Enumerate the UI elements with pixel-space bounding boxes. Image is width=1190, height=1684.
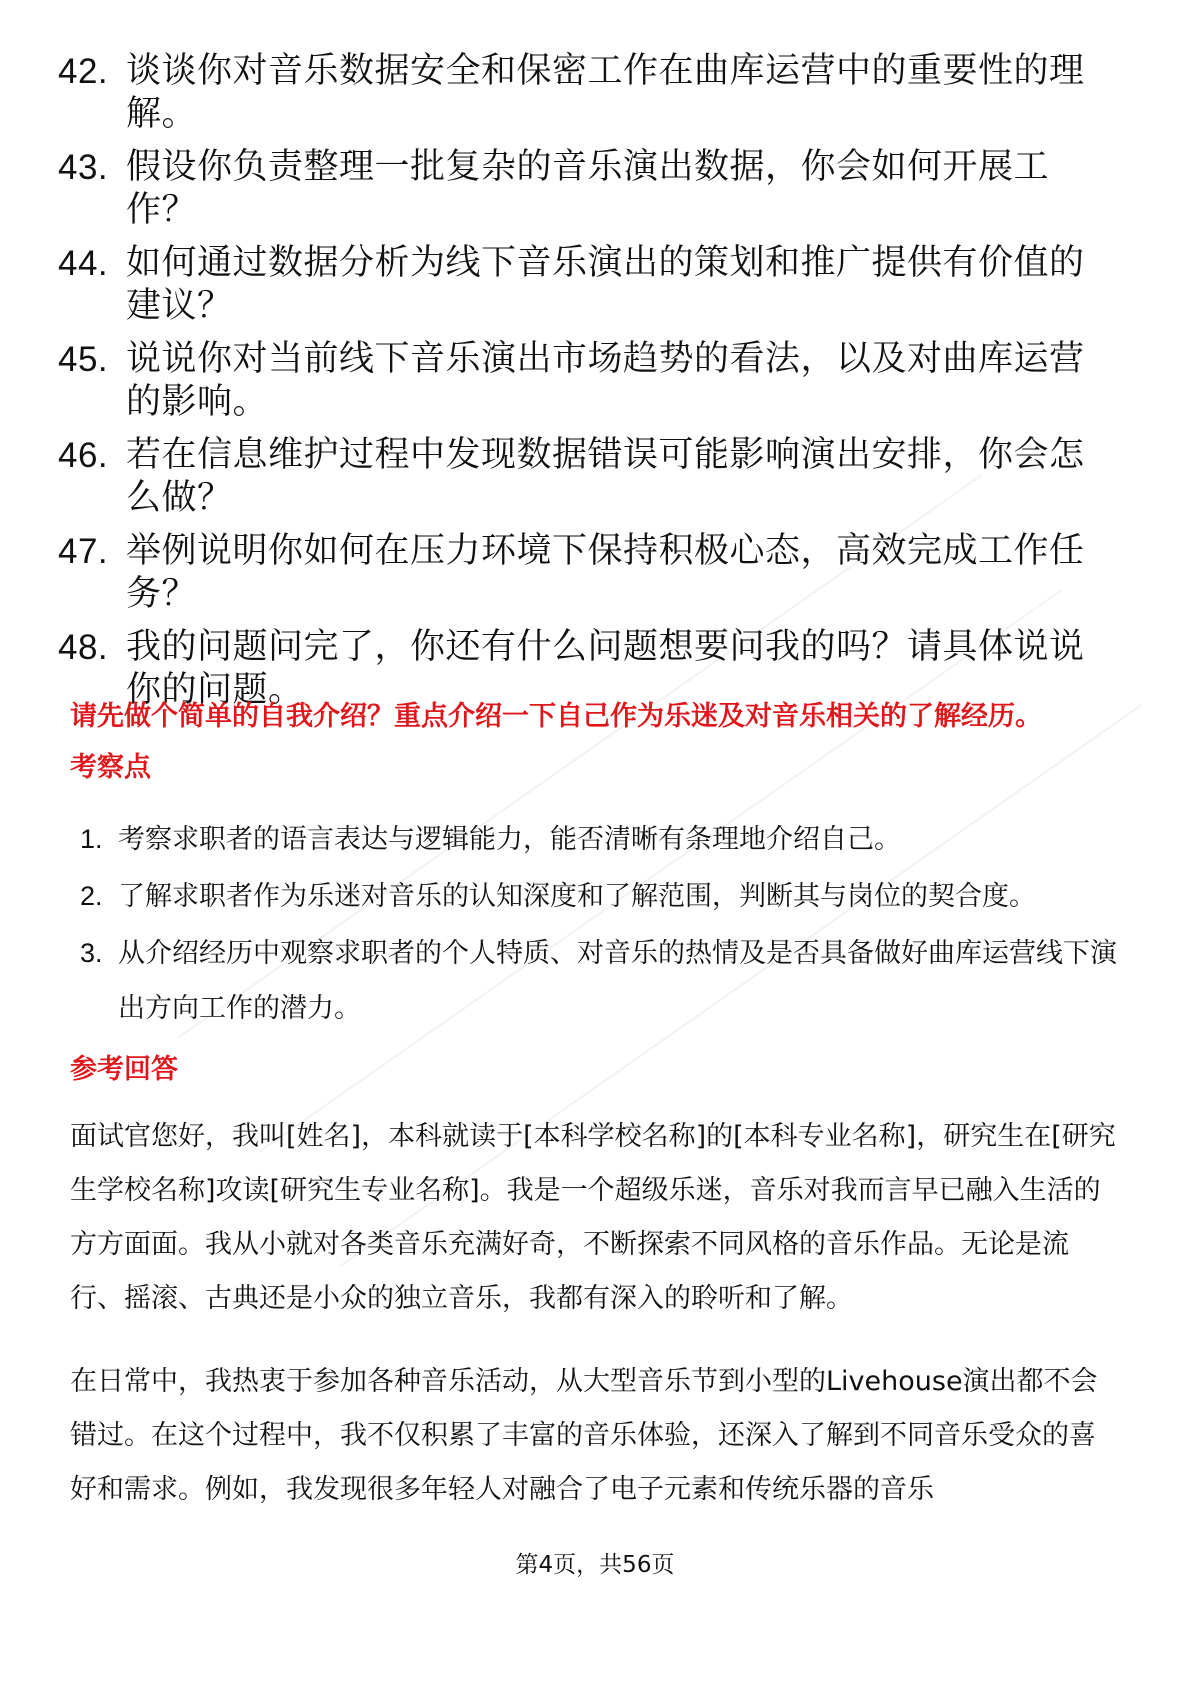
question-item [58, 434, 1118, 520]
question-item [58, 338, 1118, 424]
question-text: 如何通过数据分析为线下音乐演出的策划和推广提供有价值的建议？ [126, 243, 1085, 326]
question-text: 若在信息维护过程中发现数据错误可能影响演出安排，你会怎么做？ [126, 435, 1085, 518]
point-text: 了解求职者作为乐迷对音乐的认知深度和了解范围，判断其与岗位的契合度。 [118, 881, 1036, 912]
question-item [58, 50, 1118, 136]
question-number: 45. [58, 340, 109, 379]
question-item [58, 146, 1118, 232]
point-number: 2. [80, 881, 103, 911]
question-number: 42. [58, 52, 109, 91]
answer-heading: 参考回答 [70, 1054, 178, 1085]
point-item [70, 812, 1120, 867]
point-number: 3. [80, 938, 103, 968]
point-text: 从介绍经历中观察求职者的个人特质、对音乐的热情及是否具备做好曲库运营线下演出方向工作的潜力。 [118, 938, 1117, 1024]
point-text: 考察求职者的语言表达与逻辑能力，能否清晰有条理地介绍自己。 [118, 824, 901, 855]
page-footer: 第4页，共56页 [515, 1552, 675, 1578]
question-text: 说说你对当前线下音乐演出市场趋势的看法，以及对曲库运营的影响。 [126, 339, 1085, 422]
question-item [58, 242, 1118, 328]
points-heading: 考察点 [70, 752, 151, 783]
question-text: 假设你负责整理一批复杂的音乐演出数据，你会如何开展工作？ [126, 147, 1050, 230]
question-text: 我的问题问完了，你还有什么问题想要问我的吗？请具体说说你的问题。 [126, 627, 1085, 710]
question-number: 48. [58, 628, 109, 667]
point-item [70, 926, 1120, 1036]
question-number: 47. [58, 532, 109, 571]
question-text: 谈谈你对音乐数据安全和保密工作在曲库运营中的重要性的理解。 [126, 51, 1085, 134]
question-number: 46. [58, 436, 109, 475]
point-number: 1. [80, 824, 103, 854]
question-text: 举例说明你如何在压力环境下保持积极心态，高效完成工作任务？ [126, 531, 1085, 614]
points-list [70, 812, 1120, 1038]
point-item [70, 869, 1120, 924]
question-list [58, 50, 1118, 722]
question-number: 43. [58, 148, 109, 187]
answer-paragraph: 在日常中，我热衷于参加各种音乐活动，从大型音乐节到小型的Livehouse演出都不会错过。在这个过程中，我不仅积累了丰富的音乐体验，还深入了解到不同音乐受众的喜好和需求。例如，我发现很多年轻人对融合了电子元素和传统乐器的音乐 [70, 1366, 1098, 1505]
question-number: 44. [58, 244, 109, 283]
question-heading: 请先做个简单的自我介绍？重点介绍一下自己作为乐迷及对音乐相关的了解经历。 [70, 701, 1042, 732]
answer-paragraph: 面试官您好，我叫[姓名]，本科就读于[本科学校名称]的[本科专业名称]，研究生在[研究生学校名称]攻读[研究生专业名称]。我是一个超级乐迷，音乐对我而言早已融入生活的方方面面。我从小就对各类音乐充满好奇，不断探索不同风格的音乐作品。无论是流行、摇滚、古典还是小众的独立音乐，我都有深入的聆听和了解。 [70, 1121, 1116, 1314]
question-item [58, 530, 1118, 616]
